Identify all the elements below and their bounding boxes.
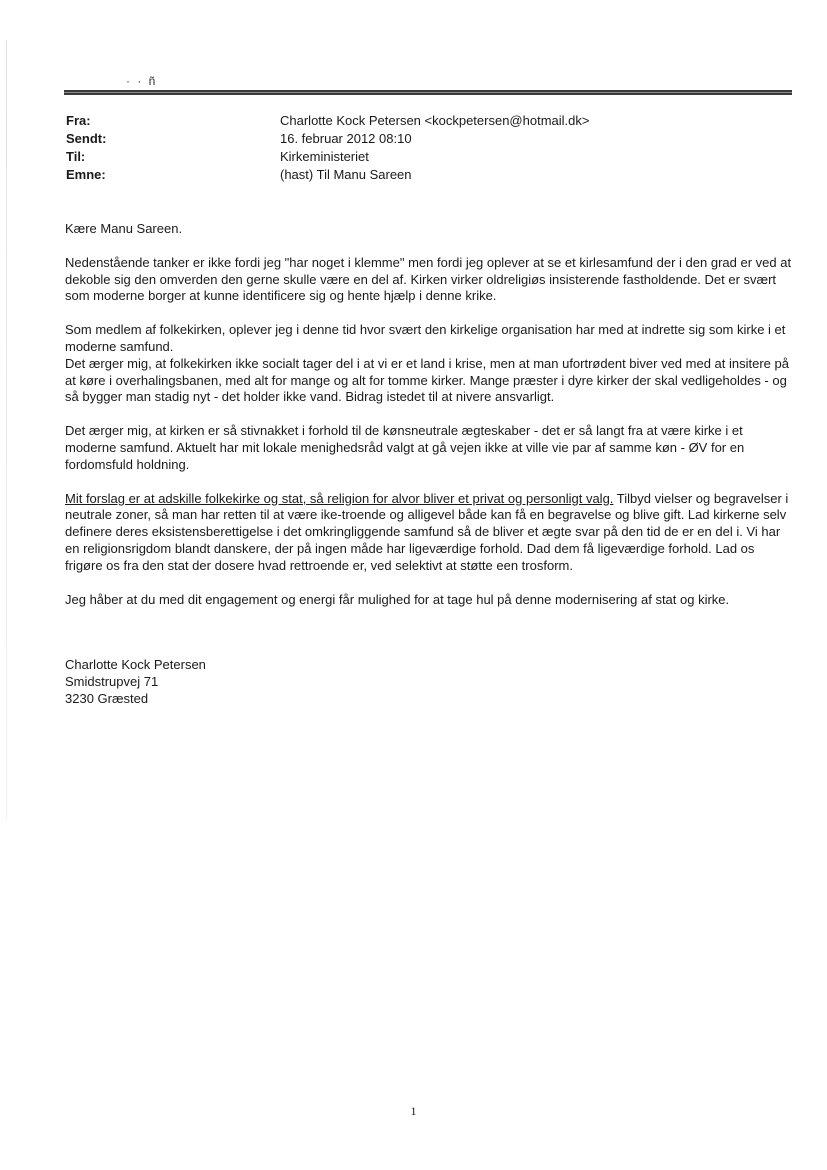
proposal-underlined: Mit forslag er at adskille folkekirke og stat, så religion for alvor bliver et privat og personligt valg.	[65, 490, 614, 506]
page-number: 1	[410, 1104, 417, 1118]
header-label-from: Fra:	[66, 113, 91, 128]
paragraph-2a: Som medlem af folkekirken, oplever jeg i denne tid hvor svært den kirkelige organisation har med at indrette sig som kirke i et moderne samfund.	[65, 322, 786, 354]
signature-street: Smidstrupvej 71	[65, 674, 159, 689]
scan-edge-shadow	[6, 40, 7, 820]
header-label-to: Til:	[66, 149, 86, 164]
salutation: Kære Manu Sareen.	[65, 221, 183, 236]
header-rule	[64, 90, 792, 95]
header-value-to: Kirkeministeriet	[280, 149, 369, 164]
email-body	[65, 221, 793, 625]
paragraph-1: Nedenstående tanker er ikke fordi jeg "har noget i klemme" men fordi jeg oplever at se et kirlesamfund der i den grad er ved at dekoble sig den omverden den gerne skulle være en del af. Kirken virker oldreligiøs insisterende fastholdende. Det er svært som moderne borger at kunne identificere sig og hente hjælp i denne krike.	[65, 254, 792, 304]
signature-block	[65, 656, 206, 707]
header-value-subject: (hast) Til Manu Sareen	[280, 167, 412, 182]
paragraph-3: Det ærger mig, at kirken er så stivnakket i forhold til de kønsneutrale ægteskaber - det er så langt fra at være kirke i et moderne samfund. Aktuelt har mit lokale menighedsråd valgt at gå vejen ikke at ville vie par af samme køn - ØV for en fordomsfuld holdning.	[65, 423, 745, 472]
header-value-sent: 16. februar 2012 08:10	[280, 131, 412, 146]
paragraph-4	[65, 491, 793, 575]
header-row-subject	[66, 166, 786, 184]
paragraph-5: Jeg håber at du med dit engagement og energi får mulighed for at tage hul på denne modernisering af stat og kirke.	[65, 591, 730, 607]
paragraph-2b: Det ærger mig, at folkekirken ikke socialt tager del i at vi er et land i krise, men at man ufortrødent biver ved med at insitere på at køre i overhalingsbanen, med alt for mange og alt for tomme kirker. Mange præster i dyre kirker der skal vedligeholdes - og så bygger man stadig nyt - det holder ikke vand. Bidrag istedet til at nivere ansvarligt.	[65, 355, 789, 405]
header-row-to	[66, 148, 786, 166]
signature-city: 3230 Græsted	[65, 691, 149, 706]
header-row-from	[66, 112, 786, 130]
header-label-sent: Sendt:	[66, 131, 107, 146]
paragraph-4-rest: Tilbyd vielser og begravelser i neutrale zoner, så man har retten til at være ike-troende og alligevel både kan få en begravelse og blive gift. Lad kirkerne selv definere deres eksistensberettigelse i det omkringliggende samfund så de bliver et ægte svar på den tid de er en del i. Vi har en religionsrigdom blandt danskere, der på ingen måde har ligeværdige forhold. Dad dem få ligeværdige forhold. Lad os frigøre os fra den stat der dosere hvad rettroende er, ved selektivt at støtte een trosform.	[65, 490, 789, 573]
header-label-subject: Emne:	[66, 167, 106, 182]
signature-name: Charlotte Kock Petersen	[65, 657, 206, 672]
header-value-from: Charlotte Kock Petersen <kockpetersen@hotmail.dk>	[280, 113, 590, 128]
page-mark: · · ñ	[126, 74, 158, 88]
header-row-sent	[66, 130, 786, 148]
